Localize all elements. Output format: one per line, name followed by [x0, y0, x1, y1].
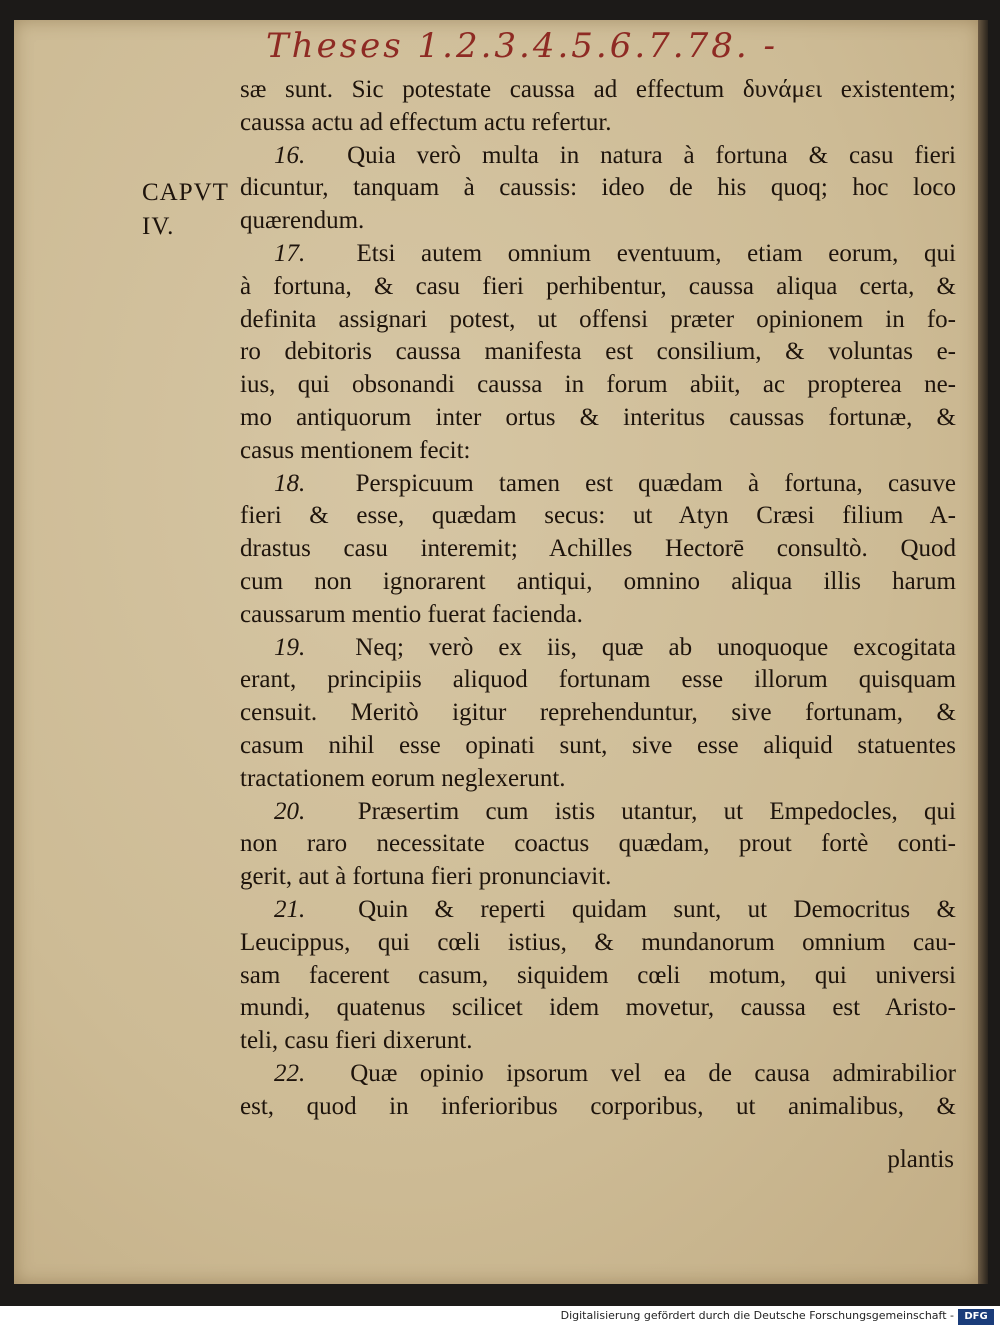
text-line: mundi, quatenus scilicet idem movetur, caussa est Aristo-: [240, 994, 956, 1022]
text-line: tractationem eorum neglexerunt.: [240, 764, 566, 792]
text-line: caussarum mentio fuerat facienda.: [240, 600, 583, 628]
text-line: à fortuna, & casu fieri perhibentur, caussa aliqua certa, &: [240, 272, 956, 300]
paragraph-19: [240, 632, 956, 796]
text-line: erant, principiis aliquod fortunam esse illorum quisquam: [240, 666, 956, 694]
text-line-content: Quæ opinio ipsorum vel ea de causa admirabilior: [350, 1059, 956, 1087]
page-text: [240, 74, 956, 1124]
text-line: drastus casu interemit; Achilles Hectorē consultò. Quod: [240, 535, 956, 563]
text-line: ius, qui obsonandi caussa in forum abiit, ac propterea ne-: [240, 371, 956, 399]
text-line: teli, casu fieri dixerunt.: [240, 1027, 473, 1055]
paragraph-number: 18.: [274, 469, 306, 497]
footer-bar: [0, 1306, 1000, 1327]
dfg-logo: DFG: [958, 1309, 994, 1325]
text-line-content: Neq; verò ex iis, quæ ab unoquoque excogitata: [355, 633, 957, 661]
catchword: plantis: [887, 1146, 954, 1173]
paragraph-20: [240, 796, 956, 894]
text-line-content: Quia verò multa in natura à fortuna & casu fieri: [347, 141, 957, 169]
paragraph: [240, 74, 956, 140]
text-line: fieri & esse, quædam secus: ut Atyn Cræsi filium A-: [240, 502, 956, 530]
margin-note-line: CAPVT: [142, 179, 229, 206]
text-line: est, quod in inferioribus corporibus, ut animalibus, &: [240, 1092, 956, 1120]
paragraph-number: 17.: [274, 239, 306, 267]
paragraph-17: [240, 238, 956, 468]
text-line: non raro necessitate coactus quædam, prout fortè conti-: [240, 830, 956, 858]
text-line-content: Perspicuum tamen est quædam à fortuna, casuve: [355, 469, 957, 497]
text-line: caussa actu ad effectum actu refertur.: [240, 108, 612, 136]
paragraph-16: [240, 140, 956, 238]
text-line: censuit. Meritò igitur reprehenduntur, sive fortunam, &: [240, 699, 956, 727]
page-edge: [978, 20, 988, 1284]
text-line: cum non ignorarent antiqui, omnino aliqua illis harum: [240, 567, 956, 595]
text-line: ro debitoris caussa manifesta est consilium, & voluntas e-: [240, 338, 956, 366]
text-line: [240, 796, 956, 829]
funding-credit: Digitalisierung gefördert durch die Deutsche Forschungsgemeinschaft -: [560, 1309, 954, 1322]
paragraph-number: 22.: [274, 1059, 306, 1087]
paragraph-21: [240, 894, 956, 1058]
text-line: gerit, aut à fortuna fieri pronunciavit.: [240, 863, 612, 891]
paragraph-number: 16.: [274, 141, 306, 169]
text-line: quærendum.: [240, 207, 365, 235]
text-line-content: Præsertim cum istis utantur, ut Empedocles, qui: [357, 797, 956, 825]
text-line: [240, 894, 956, 927]
text-line: casus mentionem fecit:: [240, 436, 471, 464]
text-line: mo antiquorum inter ortus & interitus caussas fortunæ, &: [240, 403, 956, 431]
margin-note: [142, 176, 238, 244]
text-line: sæ sunt. Sic potestate caussa ad effectum δυνάμει existentem;: [240, 76, 956, 103]
paragraph-18: [240, 468, 956, 632]
text-line: [240, 140, 956, 173]
paragraph-22: [240, 1058, 956, 1124]
text-line: Leucippus, qui cœli istius, & mundanorum omnium cau-: [240, 928, 956, 956]
paragraph-number: 21.: [274, 895, 306, 923]
handwritten-note: Theses 1.2.3.4.5.6.7.78. -: [266, 26, 778, 66]
text-line: definita assignari potest, ut offensi præter opinionem in fo-: [240, 305, 956, 333]
text-line-content: Etsi autem omnium eventuum, etiam eorum, qui: [356, 239, 956, 267]
paragraph-number: 20.: [274, 797, 306, 825]
text-line: casum nihil esse opinati sunt, sive esse aliquid statuentes: [240, 731, 956, 759]
text-line-content: Quin & reperti quidam sunt, ut Democritus &: [358, 895, 957, 923]
text-line: dicuntur, tanquam à caussis: ideo de his quoq; hoc loco: [240, 174, 956, 202]
text-line: [240, 468, 956, 501]
text-line: [240, 238, 956, 271]
text-line: [240, 1058, 956, 1091]
text-line: sam facerent casum, siquidem cœli motum, qui universi: [240, 961, 956, 989]
margin-note-line: IV.: [142, 213, 175, 240]
text-line: [240, 632, 956, 665]
paragraph-number: 19.: [274, 633, 306, 661]
